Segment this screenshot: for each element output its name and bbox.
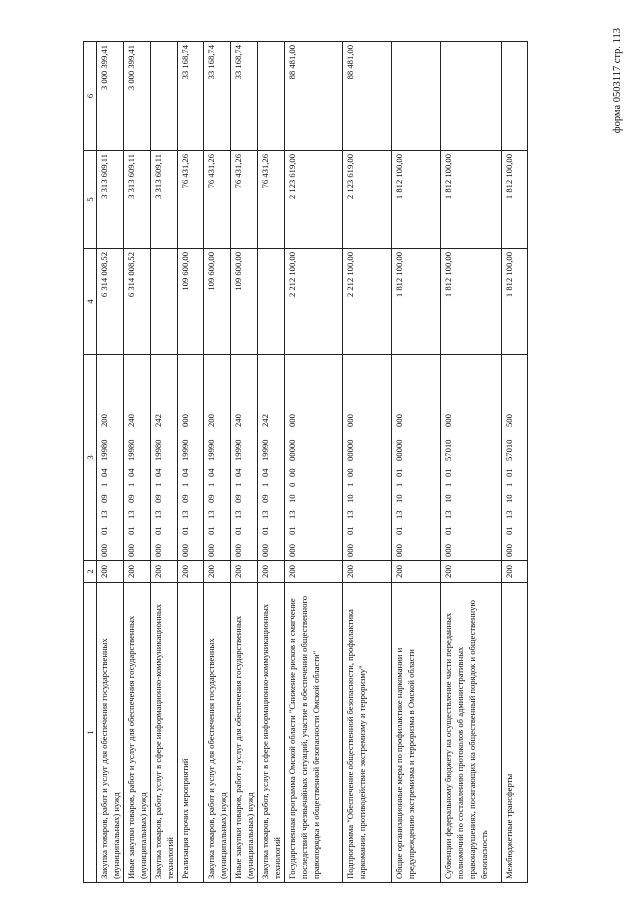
table-header-row xyxy=(84,42,97,883)
amount-cell-c6: 33 168,74 xyxy=(231,42,258,151)
code-segment: 09 xyxy=(260,494,270,503)
line-code-cell: 200 xyxy=(392,561,441,583)
code-segment: 19990 xyxy=(206,439,216,461)
table-row xyxy=(151,42,178,883)
code-segment: 10 xyxy=(504,494,514,503)
amount-cell-c4: 2 212 100,00 xyxy=(285,249,343,355)
code-segment: 01 xyxy=(206,526,216,535)
classification-code-cell xyxy=(97,355,124,561)
budget-execution-table xyxy=(83,41,528,883)
code-segment: 04 xyxy=(180,468,190,477)
code-segment: 1 xyxy=(126,482,136,487)
code-segment: 240 xyxy=(126,414,136,427)
code-segment: 04 xyxy=(233,468,243,477)
amount-cell-c6: 88 481,00 xyxy=(343,42,392,151)
amount-cell-c4: 6 314 008,52 xyxy=(97,249,124,355)
classification-code-cell xyxy=(392,355,441,561)
code-segment: 01 xyxy=(345,526,355,535)
column-header: 5 xyxy=(84,151,97,249)
row-name-cell: Государственная программа Омской области "Снижение рисков и смягчение последствий чрезвычайных ситуаций, участие в обеспечении общественного правопорядка и общественной безопасности Омской области" xyxy=(285,583,343,883)
code-segment: 1 xyxy=(153,482,163,487)
code-segment: 01 xyxy=(504,526,514,535)
code-segment: 10 xyxy=(443,494,453,503)
code-segment: 10 xyxy=(287,494,297,503)
code-segment: 200 xyxy=(99,414,109,427)
code-segment: 19990 xyxy=(180,439,190,461)
code-segment: 01 xyxy=(233,526,243,535)
code-segment: 13 xyxy=(126,510,136,519)
code-segment: 01 xyxy=(287,526,297,535)
code-segment: 13 xyxy=(260,510,270,519)
code-segment: 13 xyxy=(394,510,404,519)
classification-code-cell xyxy=(204,355,231,561)
amount-cell-c5: 3 313 609,11 xyxy=(124,151,151,249)
code-segment: 00 xyxy=(345,468,355,477)
code-segment: 000 xyxy=(443,414,453,427)
table-row xyxy=(231,42,258,883)
code-segment: 000 xyxy=(260,544,270,557)
code-segment: 01 xyxy=(99,526,109,535)
amount-cell-c4 xyxy=(151,249,178,355)
code-segment: 1 xyxy=(504,482,514,487)
code-segment: 09 xyxy=(233,494,243,503)
row-name-cell: Межбюджетные трансферты xyxy=(502,583,528,883)
table-row xyxy=(502,42,528,883)
amount-cell-c5: 1 812 100,00 xyxy=(441,151,502,249)
code-segment: 000 xyxy=(345,544,355,557)
classification-code-cell xyxy=(124,355,151,561)
classification-code-cell xyxy=(231,355,258,561)
amount-cell-c6 xyxy=(441,42,502,151)
row-name-cell: Иные закупки товаров, работ и услуг для обеспечения государственных (муниципальных) нужд xyxy=(231,583,258,883)
column-header: 1 xyxy=(84,583,97,883)
code-segment: 04 xyxy=(153,468,163,477)
code-segment: 01 xyxy=(153,526,163,535)
code-segment: 1 xyxy=(394,482,404,487)
code-segment: 1 xyxy=(443,482,453,487)
code-segment: 0 xyxy=(287,482,297,487)
line-code-cell: 200 xyxy=(441,561,502,583)
amount-cell-c5: 76 431,26 xyxy=(178,151,204,249)
classification-code-cell xyxy=(285,355,343,561)
code-segment: 01 xyxy=(394,468,404,477)
code-segment: 19980 xyxy=(153,439,163,461)
code-segment: 01 xyxy=(443,468,453,477)
code-segment: 000 xyxy=(99,544,109,557)
code-segment: 09 xyxy=(99,494,109,503)
amount-cell-c6: 3 000 399,41 xyxy=(97,42,124,151)
code-segment: 13 xyxy=(233,510,243,519)
amount-cell-c6 xyxy=(151,42,178,151)
row-name-cell: Закупка товаров, работ и услуг для обеспечения государственных (муниципальных) нужд xyxy=(204,583,231,883)
code-segment: 1 xyxy=(99,482,109,487)
line-code-cell: 200 xyxy=(178,561,204,583)
code-segment: 000 xyxy=(287,414,297,427)
row-name-cell: Реализация прочих мероприятий xyxy=(178,583,204,883)
line-code-cell: 200 xyxy=(97,561,124,583)
amount-cell-c5: 2 123 619,00 xyxy=(343,151,392,249)
code-segment: 09 xyxy=(126,494,136,503)
code-segment: 19990 xyxy=(233,439,243,461)
amount-cell-c5: 76 431,26 xyxy=(231,151,258,249)
code-segment: 1 xyxy=(206,482,216,487)
amount-cell-c4: 1 812 100,00 xyxy=(441,249,502,355)
line-code-cell: 200 xyxy=(285,561,343,583)
row-name-cell: Закупка товаров, работ, услуг в сфере информационно-коммуникационных технологий xyxy=(258,583,285,883)
column-header: 4 xyxy=(84,249,97,355)
code-segment: 19980 xyxy=(126,439,136,461)
code-segment: 00 xyxy=(287,468,297,477)
code-segment: 09 xyxy=(153,494,163,503)
amount-cell-c4: 6 314 008,52 xyxy=(124,249,151,355)
code-segment: 13 xyxy=(504,510,514,519)
amount-cell-c4: 109 600,00 xyxy=(231,249,258,355)
code-segment: 04 xyxy=(126,468,136,477)
code-segment: 000 xyxy=(233,544,243,557)
code-segment: 000 xyxy=(394,414,404,427)
code-segment: 09 xyxy=(180,494,190,503)
code-segment: 00000 xyxy=(287,439,297,461)
code-segment: 000 xyxy=(180,414,190,427)
code-segment: 000 xyxy=(126,544,136,557)
code-segment: 00000 xyxy=(345,439,355,461)
code-segment: 13 xyxy=(287,510,297,519)
table-row xyxy=(441,42,502,883)
amount-cell-c6: 33 168,74 xyxy=(204,42,231,151)
code-segment: 1 xyxy=(345,482,355,487)
line-code-cell: 200 xyxy=(124,561,151,583)
code-segment: 04 xyxy=(260,468,270,477)
code-segment: 13 xyxy=(99,510,109,519)
code-segment: 000 xyxy=(206,544,216,557)
table-row xyxy=(124,42,151,883)
code-segment: 000 xyxy=(153,544,163,557)
amount-cell-c6 xyxy=(392,42,441,151)
code-segment: 10 xyxy=(394,494,404,503)
amount-cell-c6 xyxy=(258,42,285,151)
amount-cell-c5: 2 123 619,00 xyxy=(285,151,343,249)
code-segment: 19980 xyxy=(99,439,109,461)
classification-code-cell xyxy=(151,355,178,561)
code-segment: 500 xyxy=(504,414,514,427)
line-code-cell: 200 xyxy=(258,561,285,583)
line-code-cell: 200 xyxy=(151,561,178,583)
table-row xyxy=(258,42,285,883)
classification-code-cell xyxy=(441,355,502,561)
code-segment: 000 xyxy=(504,544,514,557)
code-segment: 13 xyxy=(206,510,216,519)
code-segment: 1 xyxy=(180,482,190,487)
amount-cell-c4: 1 812 100,00 xyxy=(392,249,441,355)
line-code-cell: 200 xyxy=(502,561,528,583)
row-name-cell: Закупка товаров, работ и услуг для обеспечения государственных (муниципальных) нужд xyxy=(97,583,124,883)
amount-cell-c5: 3 313 609,11 xyxy=(97,151,124,249)
row-name-cell: Иные закупки товаров, работ и услуг для обеспечения государственных (муниципальных) нужд xyxy=(124,583,151,883)
amount-cell-c4: 2 212 100,00 xyxy=(343,249,392,355)
row-name-cell: Подпрограмма "Обеспечение общественной безопасности, профилактика наркомании, противодействие экстремизму и терроризму" xyxy=(343,583,392,883)
form-label: форма 0503117 стр. 113 xyxy=(612,28,623,134)
code-segment: 13 xyxy=(153,510,163,519)
code-segment: 242 xyxy=(153,414,163,427)
code-segment: 01 xyxy=(504,468,514,477)
code-segment: 000 xyxy=(287,544,297,557)
code-segment: 00000 xyxy=(394,439,404,461)
code-segment: 240 xyxy=(233,414,243,427)
amount-cell-c4: 109 600,00 xyxy=(204,249,231,355)
table-row xyxy=(285,42,343,883)
classification-code-cell xyxy=(178,355,204,561)
amount-cell-c6 xyxy=(502,42,528,151)
code-segment: 13 xyxy=(180,510,190,519)
amount-cell-c5: 1 812 100,00 xyxy=(392,151,441,249)
code-segment: 19990 xyxy=(260,439,270,461)
code-segment: 242 xyxy=(260,414,270,427)
code-segment: 57010 xyxy=(504,439,514,461)
code-segment: 01 xyxy=(126,526,136,535)
code-segment: 13 xyxy=(345,510,355,519)
rotated-report-page xyxy=(83,42,568,883)
amount-cell-c5: 3 313 609,11 xyxy=(151,151,178,249)
line-code-cell: 200 xyxy=(204,561,231,583)
code-segment: 200 xyxy=(206,414,216,427)
code-segment: 1 xyxy=(233,482,243,487)
amount-cell-c6: 33 168,74 xyxy=(178,42,204,151)
table-row xyxy=(343,42,392,883)
line-code-cell: 200 xyxy=(231,561,258,583)
amount-cell-c6: 3 000 399,41 xyxy=(124,42,151,151)
classification-code-cell xyxy=(258,355,285,561)
amount-cell-c5: 76 431,26 xyxy=(204,151,231,249)
table-row xyxy=(178,42,204,883)
code-segment: 01 xyxy=(180,526,190,535)
amount-cell-c6: 88 481,00 xyxy=(285,42,343,151)
code-segment: 01 xyxy=(260,526,270,535)
row-name-cell: Закупка товаров, работ, услуг в сфере информационно-коммуникационных технологий xyxy=(151,583,178,883)
code-segment: 10 xyxy=(345,494,355,503)
column-header: 3 xyxy=(84,355,97,561)
row-name-cell: Субвенции федеральному бюджету на осуществление части переданных полномочий по составлению протоколов об административных правонарушениях, посягающих на общественный порядок и общественную безопасность xyxy=(441,583,502,883)
code-segment: 04 xyxy=(99,468,109,477)
code-segment: 13 xyxy=(443,510,453,519)
code-segment: 09 xyxy=(206,494,216,503)
column-header: 6 xyxy=(84,42,97,151)
amount-cell-c5: 76 431,26 xyxy=(258,151,285,249)
classification-code-cell xyxy=(502,355,528,561)
code-segment: 000 xyxy=(394,544,404,557)
code-segment: 04 xyxy=(206,468,216,477)
table-row xyxy=(204,42,231,883)
code-segment: 000 xyxy=(345,414,355,427)
line-code-cell: 200 xyxy=(343,561,392,583)
amount-cell-c5: 1 812 100,00 xyxy=(502,151,528,249)
table-row xyxy=(392,42,441,883)
column-header: 2 xyxy=(84,561,97,583)
row-name-cell: Общие организационные меры по профилактике наркомании и предупреждению экстремизма и терроризма в Омской области xyxy=(392,583,441,883)
code-segment: 01 xyxy=(443,526,453,535)
code-segment: 000 xyxy=(180,544,190,557)
amount-cell-c4: 1 812 100,00 xyxy=(502,249,528,355)
code-segment: 000 xyxy=(443,544,453,557)
code-segment: 01 xyxy=(394,526,404,535)
code-segment: 57010 xyxy=(443,439,453,461)
classification-code-cell xyxy=(343,355,392,561)
code-segment: 1 xyxy=(260,482,270,487)
table-body xyxy=(97,42,528,883)
amount-cell-c4: 109 600,00 xyxy=(178,249,204,355)
table-row xyxy=(97,42,124,883)
amount-cell-c4 xyxy=(258,249,285,355)
